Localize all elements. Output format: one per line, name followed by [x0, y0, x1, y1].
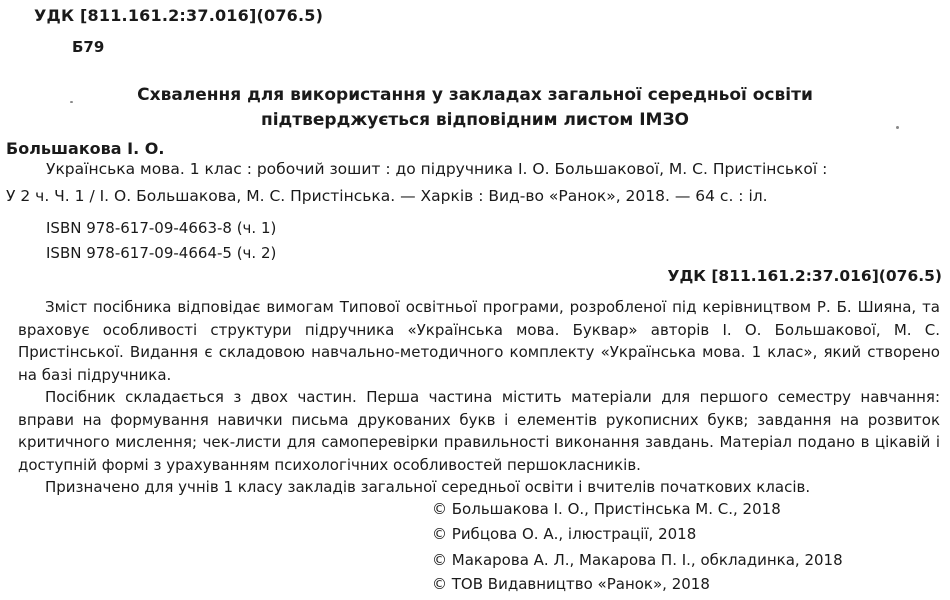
bibliographic-description-line-1: Українська мова. 1 клас : робочий зошит : до підручника І. О. Большакової, М. С. Пристінської : — [46, 160, 828, 178]
author-sign-code: Б79 — [72, 38, 105, 56]
annotation-paragraph-3: Призначено для учнів 1 класу закладів загальної середньої освіти і вчителів початкових класів. — [45, 478, 811, 496]
copyright-line: © Большакова І. О., Пристінська М. С., 2018 — [432, 500, 781, 518]
scan-speck — [70, 101, 73, 103]
bibliographic-description-line-2: У 2 ч. Ч. 1 / І. О. Большакова, М. С. Пристінська. — Харків : Вид-во «Ранок», 2018. — 64 с. : іл. — [6, 187, 768, 205]
annotation-paragraph-2: Посібник складається з двох частин. Перша частина містить матеріали для першого семестру навчання: вправи на формування навички письма друкованих букв і елементів рукописних букв; завдання на розвиток критичного мислення; чек-листи для самоперевірки правильності виконання завдань. Матеріал подано в цікавій і доступній формі з урахуванням психологічних особливостей першокласників. — [18, 388, 940, 474]
copyright-line: © Макарова А. Л., Макарова П. І., обкладинка, 2018 — [432, 551, 843, 569]
isbn-part-1: ISBN 978-617-09-4663-8 (ч. 1) — [46, 219, 277, 237]
author-heading: Большакова І. О. — [6, 139, 165, 158]
isbn-part-2: ISBN 978-617-09-4664-5 (ч. 2) — [46, 244, 277, 262]
approval-statement-line-1: Схвалення для використання у закладах загальної середньої освіти — [137, 85, 813, 105]
udk-code-top: УДК [811.161.2:37.016](076.5) — [34, 6, 324, 25]
copyright-line: © Рибцова О. А., ілюстрації, 2018 — [432, 525, 697, 543]
annotation-paragraph-1: Зміст посібника відповідає вимогам Типової освітньої програми, розробленої під керівництвом Р. Б. Шияна, та враховує особливості структури підручника «Українська мова. Буквар» авторів І. О. Большакової, М. С. Пристінської. Видання є складовою навчально-методичного комплекту «Українська мова. 1 клас», який створено на базі підручника. — [18, 298, 940, 384]
scan-speck — [896, 126, 899, 129]
udk-code-right: УДК [811.161.2:37.016](076.5) — [667, 267, 942, 285]
approval-statement-line-2: підтверджується відповідним листом ІМЗО — [260, 110, 689, 130]
copyright-line: © ТОВ Видавництво «Ранок», 2018 — [432, 575, 710, 593]
